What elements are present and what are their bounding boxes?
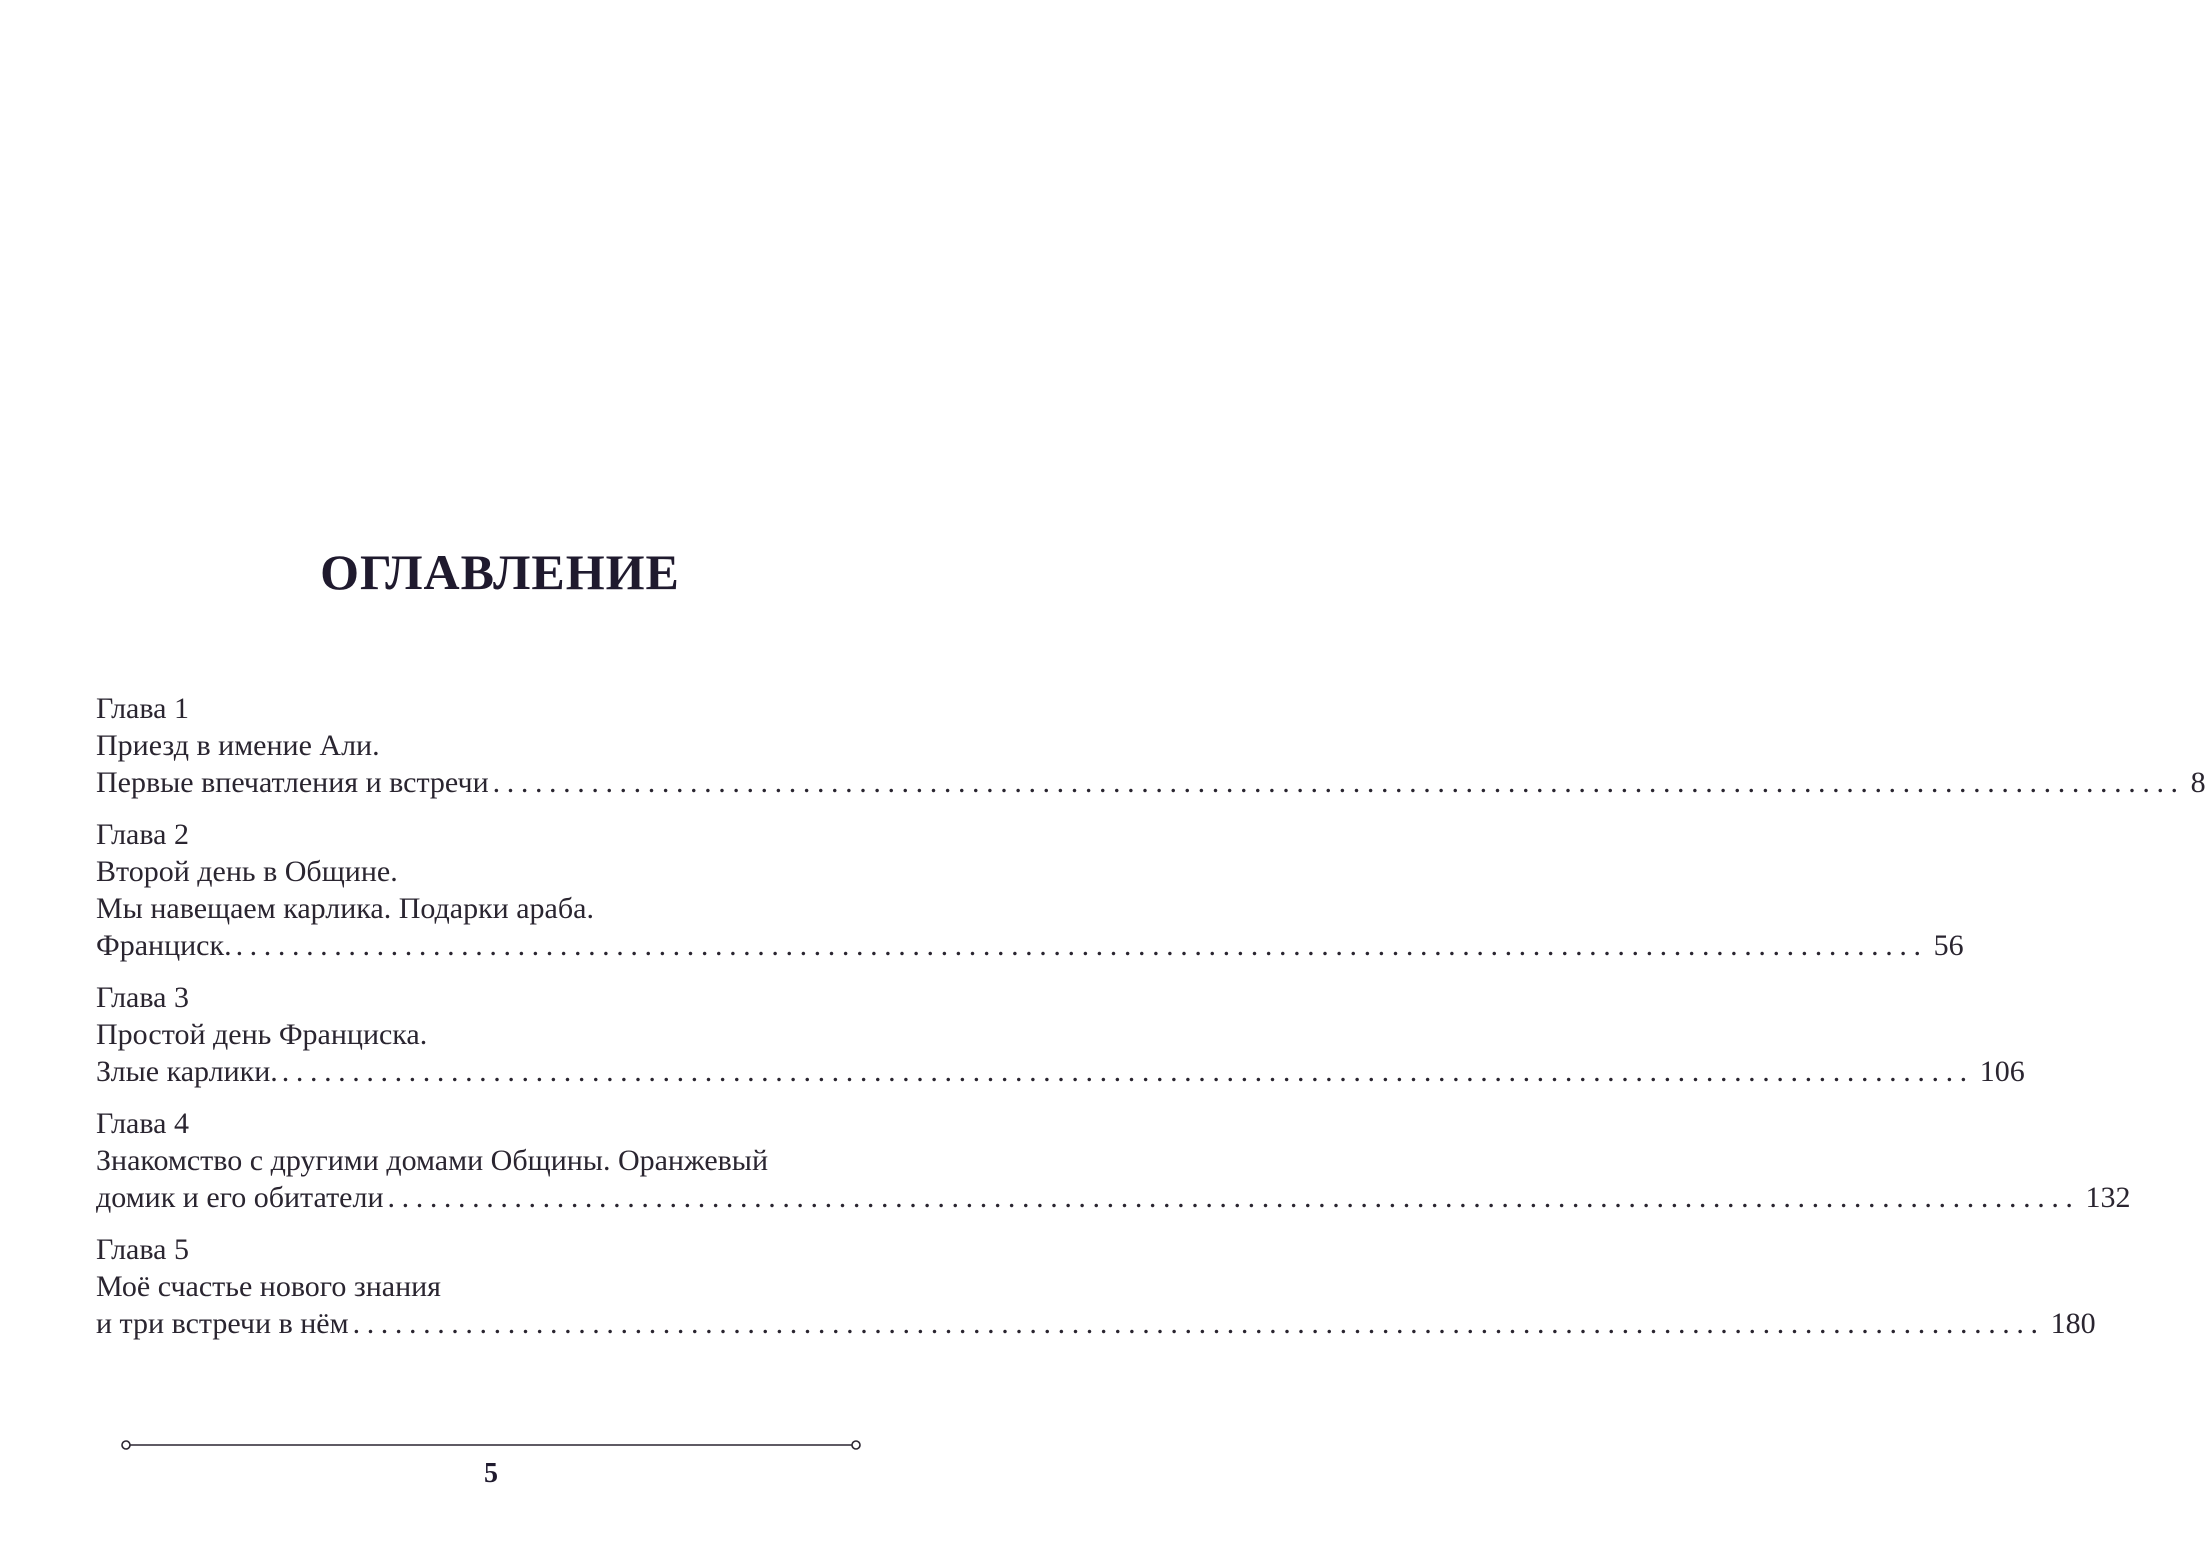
chapter-title-text: Злые карлики. <box>96 1055 278 1088</box>
dot-leader: ........................................................................................................................ <box>387 1181 2080 1214</box>
chapter-title-line: Знакомство с другими домами Общины. Оранжевый <box>96 1144 769 1177</box>
page-folio: 5 <box>484 1458 498 1489</box>
dot-leader: ........................................................................................................................ <box>492 766 2185 799</box>
page-title: ОГЛАВЛЕНИЕ <box>320 544 680 600</box>
chapter-title-line: Второй день в Общине. <box>96 855 398 888</box>
chapter-title-final-line <box>96 1179 2131 1216</box>
page-number: 180 <box>2050 1307 2096 1340</box>
toc-chapter-5 <box>96 1231 2096 1342</box>
chapter-title-final-line <box>96 927 1964 964</box>
rule-end-ornament <box>122 1441 130 1449</box>
chapter-title-line: Приезд в имение Али. <box>96 729 380 762</box>
dot-leader: ........................................................................................................................ <box>235 929 1928 962</box>
chapter-title-final-line <box>96 764 2206 801</box>
toc-chapter-4 <box>96 1105 2131 1216</box>
toc-chapter-1 <box>96 690 2206 801</box>
chapter-title-text: Первые впечатления и встречи <box>96 766 489 799</box>
toc-chapter-3 <box>96 979 2025 1090</box>
chapter-title-line: Моё счастье нового знания <box>96 1270 441 1303</box>
chapter-title-text: Франциск. <box>96 929 232 962</box>
footer-rule <box>120 1438 862 1452</box>
chapter-title-line: Мы навещаем карлика. Подарки араба. <box>96 892 594 925</box>
page-number: 8 <box>2190 766 2206 799</box>
chapter-title-final-line <box>96 1305 2096 1342</box>
chapter-label: Глава 2 <box>96 818 189 851</box>
chapter-label: Глава 3 <box>96 981 189 1014</box>
chapter-label: Глава 4 <box>96 1107 189 1140</box>
table-of-contents <box>96 690 2206 1357</box>
page-number: 56 <box>1933 929 1964 962</box>
rule-end-ornament <box>852 1441 860 1449</box>
chapter-title-final-line <box>96 1053 2025 1090</box>
chapter-label: Глава 1 <box>96 692 189 725</box>
toc-chapter-2 <box>96 816 1964 964</box>
chapter-label: Глава 5 <box>96 1233 189 1266</box>
chapter-title-text: домик и его обитатели <box>96 1181 384 1214</box>
dot-leader: ........................................................................................................................ <box>281 1055 1974 1088</box>
chapter-title-line: Простой день Франциска. <box>96 1018 428 1051</box>
chapter-title-text: и три встречи в нём <box>96 1307 349 1340</box>
page-number: 106 <box>1979 1055 2025 1088</box>
page-number: 132 <box>2085 1181 2131 1214</box>
dot-leader: ........................................................................................................................ <box>352 1307 2045 1340</box>
